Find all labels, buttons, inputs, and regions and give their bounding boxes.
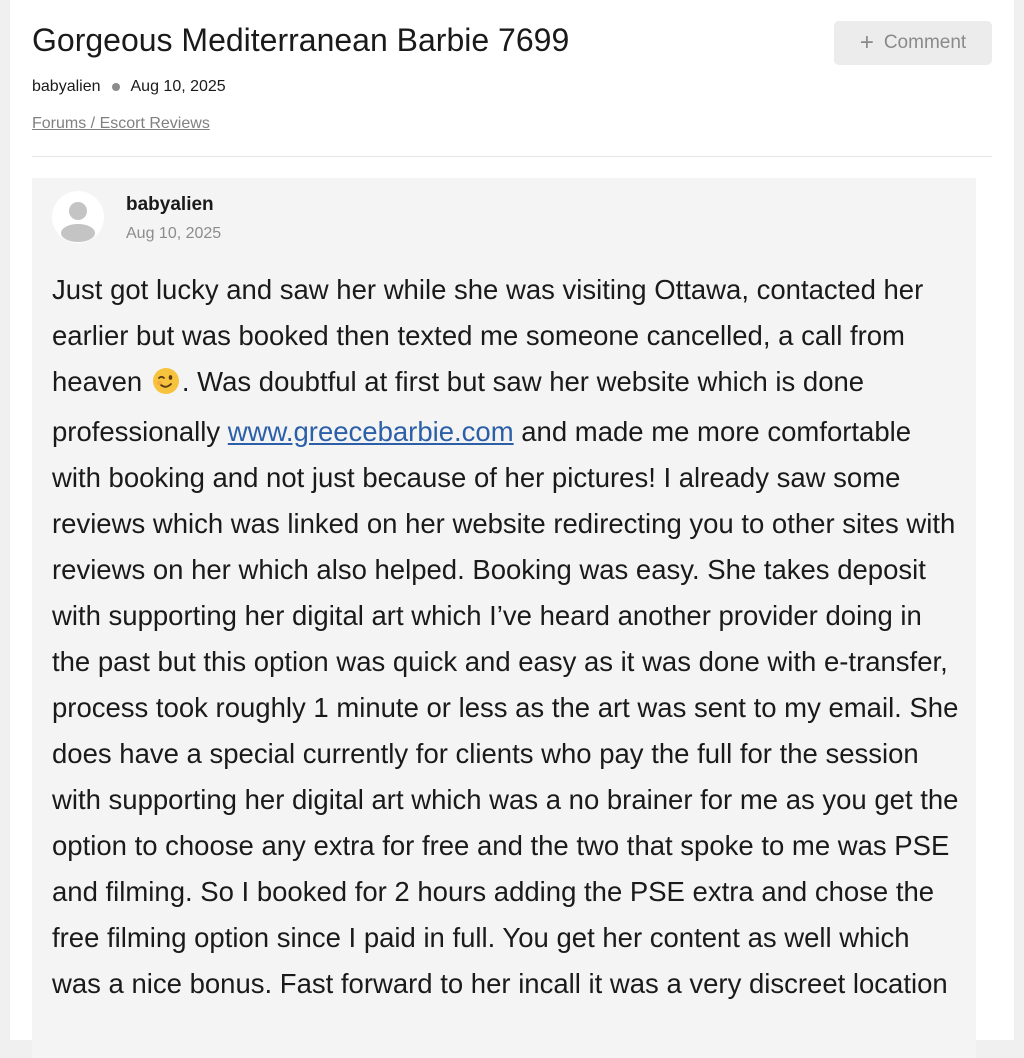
comment-button-label: Comment xyxy=(883,32,967,53)
breadcrumb[interactable]: Forums / Escort Reviews xyxy=(32,115,210,132)
comment-button[interactable] xyxy=(834,21,992,65)
winking-face-icon xyxy=(152,363,180,409)
thread-page xyxy=(10,0,1014,1040)
post-date: Aug 10, 2025 xyxy=(126,225,222,242)
post-text: and made me more comfortable with booking and not just because of her pictures! I already saw some reviews which was linked on her website redirecting you to other sites with reviews on her which also helped. Booking was easy. She takes deposit with supporting her digital art which I’ve heard another provider doing in the past but this option was quick and easy as it was done with e-transfer, process took roughly 1 minute or less as the art was sent to my email. She does have a special currently for clients who pay the full for the session with supporting her digital art which was a no brainer for me as you get the option to choose any extra for free and the two that spoke to me was PSE and filming. So I booked for 2 hours adding the PSE extra and chose the free filming option since I paid in full. You get her content as well which was a nice bonus. Fast forward to her incall it was a very discreet location xyxy=(52,416,959,999)
post-card xyxy=(32,178,976,1058)
website-link[interactable]: www.greecebarbie.com xyxy=(227,416,514,447)
post-author[interactable]: babyalien xyxy=(126,194,214,215)
header-divider xyxy=(32,156,992,157)
post-text: . Was doubtful at first but saw her website which is done professionally xyxy=(52,366,865,447)
thread-meta xyxy=(32,78,226,96)
plus-icon: + xyxy=(859,29,874,56)
page-title: Gorgeous Mediterranean Barbie 7699 xyxy=(32,22,570,58)
post-body xyxy=(52,267,964,1007)
user-avatar-icon[interactable] xyxy=(52,191,104,243)
post-text: Just got lucky and saw her while she was visiting Ottawa, contacted her earlier but was booked then texted me someone cancelled, a call from heaven xyxy=(52,274,924,397)
thread-author[interactable]: babyalien xyxy=(32,78,101,95)
thread-date: Aug 10, 2025 xyxy=(130,78,226,95)
separator-dot-icon xyxy=(112,83,120,91)
